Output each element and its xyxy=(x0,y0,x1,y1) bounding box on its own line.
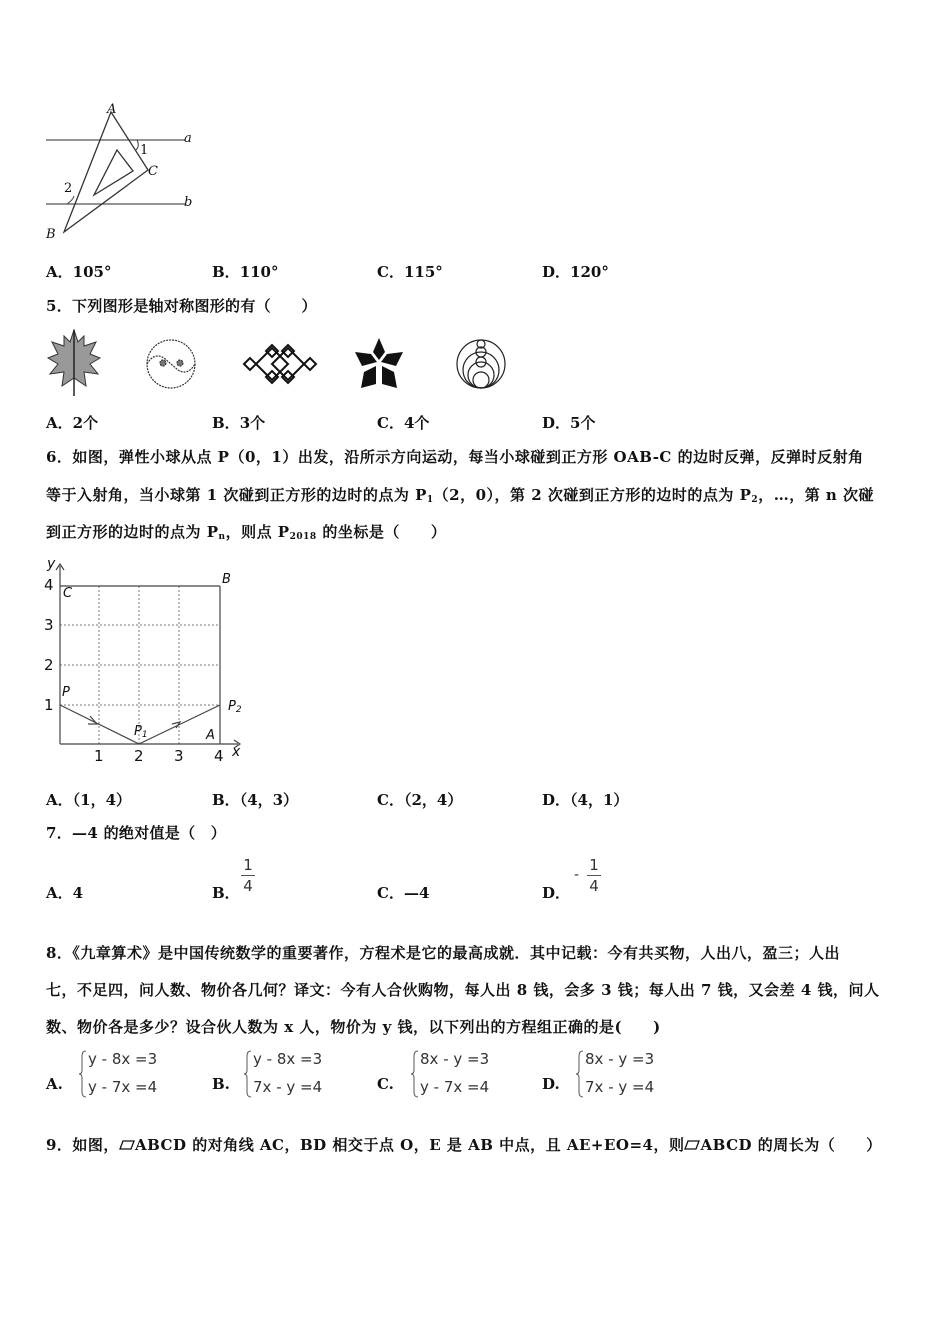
parallelogram-icon xyxy=(684,1140,700,1150)
q4-option-b[interactable]: B．110° xyxy=(212,263,279,281)
knot-pattern-icon xyxy=(244,345,316,383)
y-tick-1: 1 xyxy=(44,696,54,714)
q5-option-c[interactable]: C．4个 xyxy=(377,414,430,432)
q4-option-c[interactable]: C．115° xyxy=(377,263,443,281)
point-P1-label: $P_1$ xyxy=(134,724,148,740)
q8-stem-line3: 数、物价各是多少？设合伙人数为 x 人，物价为 y 钱，以下列出的方程组正确的是( ) xyxy=(46,1018,661,1036)
q5-option-b[interactable]: B．3个 xyxy=(212,414,266,432)
triangle-ruler-figure xyxy=(40,100,210,250)
q4-option-d[interactable]: D．120° xyxy=(542,263,609,281)
y-tick-4: 4 xyxy=(44,576,54,594)
q7-option-d-fraction: 1 4 xyxy=(587,857,601,894)
label-angle2: 2 xyxy=(64,181,73,196)
q8-option-c-system: 8x - y =3 y - 7x =4 xyxy=(411,1050,521,1102)
brace-icon xyxy=(576,1050,584,1098)
point-P-label: P xyxy=(62,685,70,700)
q6-option-d[interactable]: D．（4，1） xyxy=(542,791,629,809)
x-tick-4: 4 xyxy=(214,747,224,765)
q4-figure xyxy=(40,100,210,250)
point-B-label: B xyxy=(222,572,231,587)
parallelogram-icon xyxy=(119,1140,135,1150)
label-angle1: 1 xyxy=(140,143,149,158)
point-P2-label: $P_2$ xyxy=(228,699,242,715)
q5-option-a[interactable]: A．2个 xyxy=(46,414,99,432)
q5-figures xyxy=(44,328,510,398)
five-petal-star-icon xyxy=(355,338,403,388)
x-tick-3: 3 xyxy=(174,747,184,765)
q7-option-d-sign: - xyxy=(574,867,580,883)
x-tick-2: 2 xyxy=(134,747,144,765)
q8-option-d-system: 8x - y =3 7x - y =4 xyxy=(576,1050,686,1102)
q4-option-a[interactable]: A．105° xyxy=(46,263,112,281)
yin-yang-icon xyxy=(147,340,195,388)
y-tick-2: 2 xyxy=(44,656,54,674)
label-b: b xyxy=(184,195,193,210)
q6-stem-line1: 6．如图，弹性小球从点 P（0，1）出发，沿所示方向运动，每当小球碰到正方形 OAB-C 的边时反弹，反弹时反射角 xyxy=(46,448,864,466)
q6-stem-line3: 到正方形的边时的点为 $P_n$，则点 $P_{2018}$ 的坐标是（ ） xyxy=(46,523,447,542)
q6-coordinate-figure xyxy=(38,558,253,768)
q7-stem: 7．—4 的绝对值是（ ） xyxy=(46,824,226,842)
nested-circles-icon xyxy=(457,340,505,388)
axis-y-label: y xyxy=(47,556,56,572)
q8-option-a-system: y - 8x =3 y - 7x =4 xyxy=(79,1050,189,1102)
q5-option-d[interactable]: D．5个 xyxy=(542,414,596,432)
q7-option-d[interactable]: D． xyxy=(542,884,571,902)
q7-option-b-fraction: 1 4 xyxy=(241,857,255,894)
brace-icon xyxy=(411,1050,419,1098)
label-A: A xyxy=(107,102,117,117)
q7-option-b[interactable]: B． xyxy=(212,884,240,902)
q7-option-c[interactable]: C．—4 xyxy=(377,884,430,902)
q8-option-b[interactable]: B. xyxy=(212,1075,230,1093)
q8-stem-line1: 8．《九章算术》是中国传统数学的重要著作，方程术是它的最高成就．其中记载：今有共买物，人出八，盈三；人出 xyxy=(46,944,840,962)
label-C: C xyxy=(148,164,158,179)
q8-option-c[interactable]: C. xyxy=(377,1075,394,1093)
q6-option-c[interactable]: C．（2，4） xyxy=(377,791,463,809)
label-a: a xyxy=(184,131,192,146)
q6-option-a[interactable]: A．（1，4） xyxy=(46,791,132,809)
q8-stem-line2: 七，不足四，问人数、物价各几何？译文：今有人合伙购物，每人出 8 钱，会多 3 钱；每人出 7 钱，又会差 4 钱，问人 xyxy=(46,981,880,999)
axis-x-label: x xyxy=(232,744,241,760)
q8-option-b-system: y - 8x =3 7x - y =4 xyxy=(244,1050,354,1102)
point-A-label: A xyxy=(206,728,215,743)
q8-option-d[interactable]: D. xyxy=(542,1075,560,1093)
x-tick-1: 1 xyxy=(94,747,104,765)
maple-leaf-icon xyxy=(48,330,100,396)
q8-option-a[interactable]: A. xyxy=(46,1075,63,1093)
q6-option-b[interactable]: B．（4，3） xyxy=(212,791,299,809)
y-tick-3: 3 xyxy=(44,616,54,634)
q6-stem-line2: 等于入射角，当小球第 1 次碰到正方形的边时的点为 $P_1(2$，0），第 2 次碰到正方形的边时的点为 $P_2$，…，第 n 次碰 xyxy=(46,486,875,505)
q9-stem: 9．如图， ABCD 的对角线 AC，BD 相交于点 O，E 是 AB 中点，且 AE+EO=4，则 ABCD 的周长为（ ） xyxy=(46,1136,882,1154)
label-B: B xyxy=(46,227,56,242)
brace-icon xyxy=(244,1050,252,1098)
point-C-label: C xyxy=(63,586,73,601)
q5-stem: 5．下列图形是轴对称图形的有（ ） xyxy=(46,297,317,315)
brace-icon xyxy=(79,1050,87,1098)
q7-option-a[interactable]: A．4 xyxy=(46,884,84,902)
